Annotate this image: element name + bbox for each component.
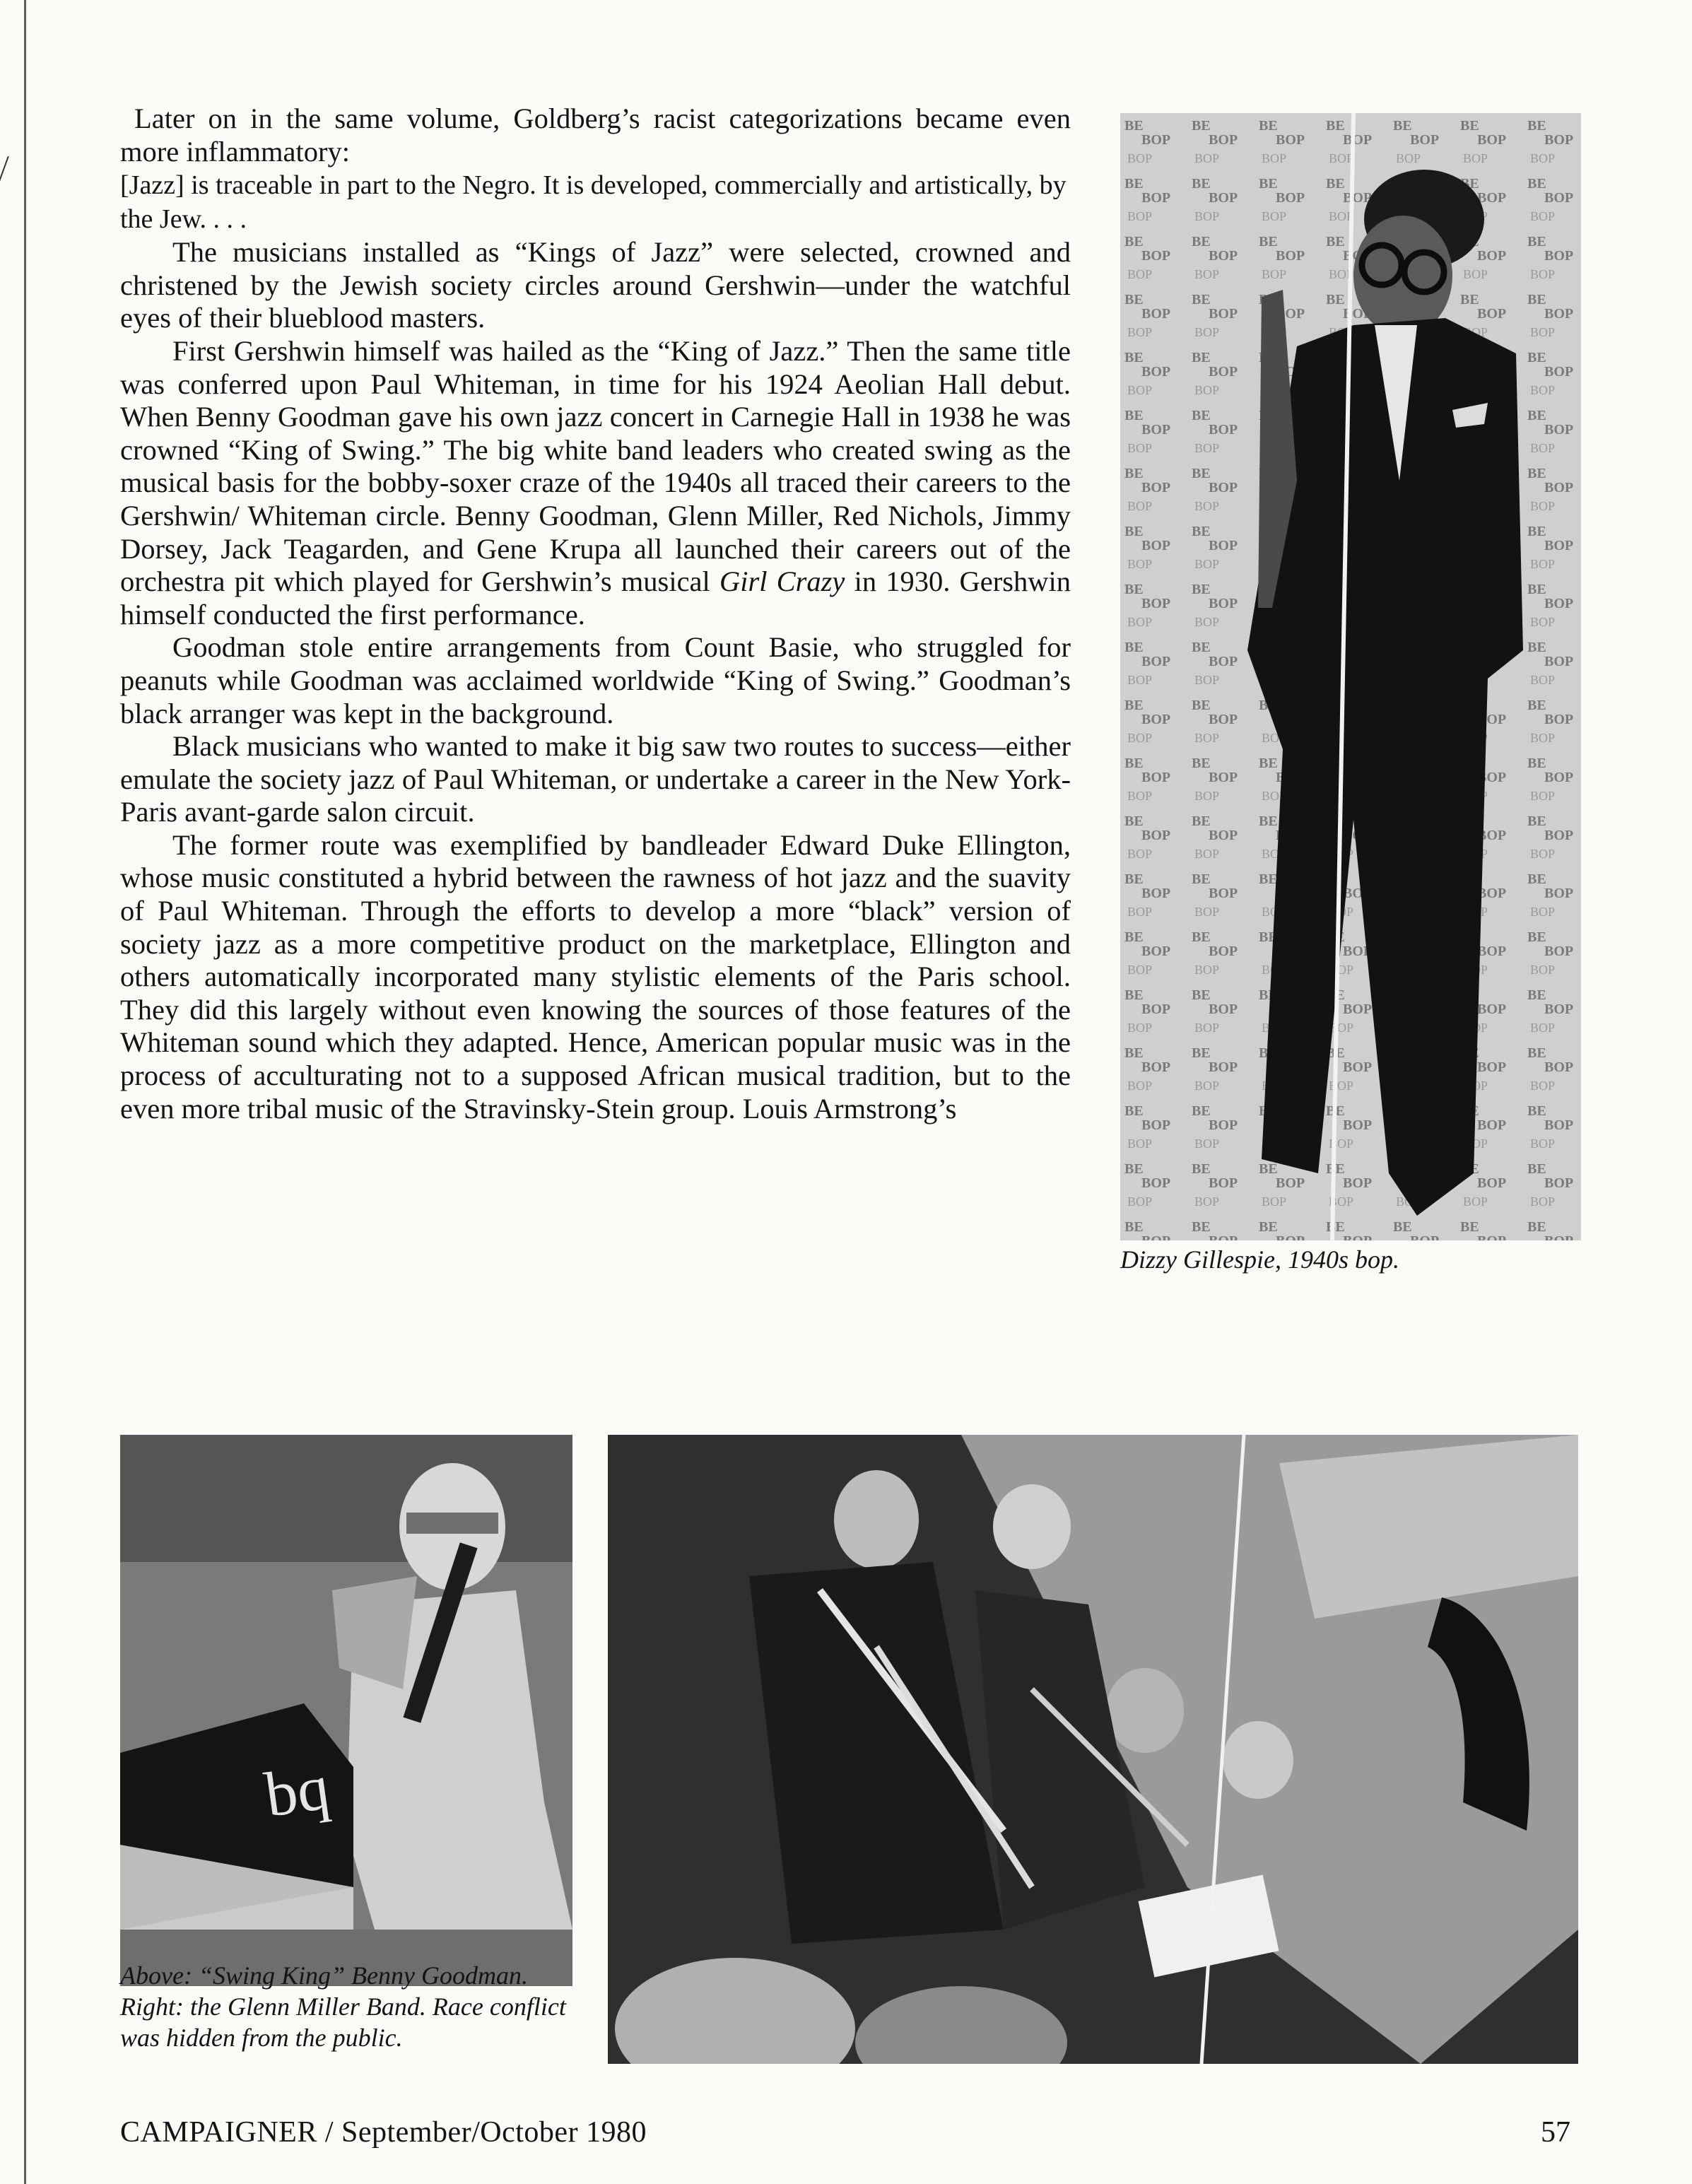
publication-footer: CAMPAIGNER / September/October 1980 <box>120 2116 647 2149</box>
paragraph-kings-of-jazz: The musicians installed as “Kings of Jazz” were selected, crowned and christened by the Jewish society circles around Gershwin—under the watchful eyes of their blueblood masters. <box>120 236 1071 334</box>
page-edge-mark <box>0 156 9 183</box>
paragraph-black-musicians: Black musicians who wanted to make it big saw two routes to success—either emulate the society jazz of Paul Whiteman, or undertake a career in the New York-Paris avant-garde salon circuit. <box>120 730 1071 828</box>
intro-paragraph: Later on in the same volume, Goldberg’s racist categorizations became even more inflammatory: <box>120 102 1071 168</box>
dizzy-gillespie-photo <box>1120 113 1581 1240</box>
paragraph-ellington: The former route was exemplified by bandleader Edward Duke Ellington, whose music constituted a hybrid between the rawness of hot jazz and the suavity of Paul Whiteman. Through the efforts to develop a more “black” version of society jazz as a more competitive product on the marketplace, Ellington and others automatically incorporated many stylistic elements of the Paris school. They did this largely without even knowing the sources of those features of the Whiteman sound which they adapted. Hence, American popular music was in the process of acculturating not to a supposed African musical tradition, but to the even more tribal music of the Stravinsky-Stein group. Louis Armstrong’s <box>120 828 1071 1125</box>
page-binding-edge <box>24 0 26 2184</box>
paragraph-goodman: Goodman stole entire arrangements from Count Basie, who struggled for peanuts while Goodman was acclaimed worldwide “King of Swing.” Goodman’s black arranger was kept in the background. <box>120 631 1071 729</box>
glenn-miller-band-photo <box>608 1435 1578 2064</box>
benny-goodman-photo <box>120 1435 572 1986</box>
goodman-photo-art <box>120 1435 572 1930</box>
article-body <box>120 102 1071 1125</box>
block-quote: [Jazz] is traceable in part to the Negro. It is developed, commercially and artistically, by the Jew. . . . <box>120 170 1067 235</box>
dizzy-caption: Dizzy Gillespie, 1940s bop. <box>1120 1245 1399 1274</box>
paragraph-gershwin <box>120 335 1071 631</box>
goodman-stand-letters: bq <box>261 1752 334 1831</box>
paragraph-gershwin-text: First Gershwin himself was hailed as the “King of Jazz.” Then the same title was conferred upon Paul Whiteman, in time for his 1924 Aeolian Hall debut. When Benny Goodman gave his own jazz concert in Carnegie Hall in 1938 he was crowned “King of Swing.” The big white band leaders who created swing as the musical basis for the bobby-soxer craze of the 1940s all traced their careers to the Gershwin/ Whiteman circle. Benny Goodman, Glenn Miller, Red Nichols, Jimmy Dorsey, Jack Teagarden, and Gene Krupa all launched their careers out of the orchestra pit which played for Gershwin’s musical <box>120 334 1071 598</box>
dizzy-photo-art <box>1120 113 1581 1240</box>
paragraph-gershwin-tail: in 1930. Gershwin himself conducted the first performance. <box>120 565 1071 630</box>
girl-crazy-title: Girl Crazy <box>719 565 845 598</box>
goodman-caption: Above: “Swing King” Benny Goodman. Right: the Glenn Miller Band. Race conflict was hidden from the public. <box>120 1961 566 2052</box>
miller-photo-art <box>608 1435 1578 2064</box>
page-number: 57 <box>1541 2116 1570 2149</box>
